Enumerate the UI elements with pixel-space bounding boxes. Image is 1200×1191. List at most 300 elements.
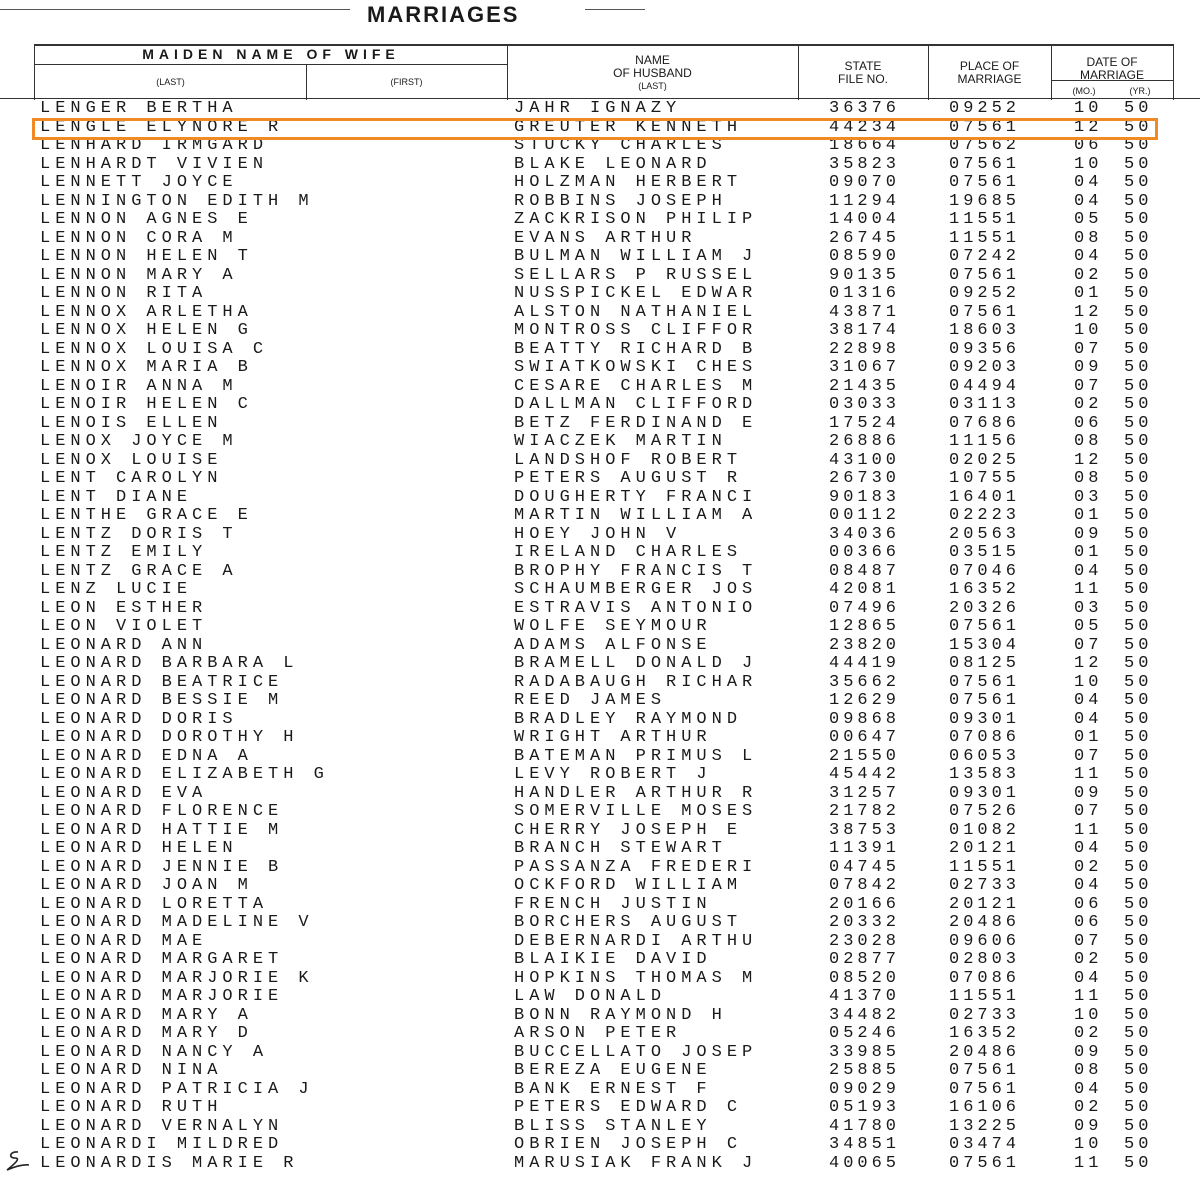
record-place: 09301 — [949, 783, 1021, 803]
record-husband: HANDLER ARTHUR R — [514, 783, 758, 803]
record-place: 09203 — [949, 358, 1021, 377]
record-place: 09252 — [949, 284, 1021, 303]
record-wife: LENNOX LOUISA C — [40, 339, 269, 359]
record-place: 07046 — [949, 561, 1021, 581]
top-rule-left — [0, 9, 350, 10]
record-husband: LEVY ROBERT J — [514, 765, 712, 784]
record-place: 13583 — [949, 765, 1021, 784]
record-wife: LEONARD PATRICIA J — [40, 1079, 314, 1099]
record-place: 07086 — [949, 968, 1021, 988]
record-place: 11551 — [949, 210, 1021, 229]
record-wife: LENTZ DORIS T — [40, 524, 238, 544]
record-husband: FRENCH JUSTIN — [514, 894, 712, 914]
record-mo: 08 — [1074, 1061, 1103, 1080]
page-title: MARRIAGES — [367, 2, 520, 27]
record-row — [0, 1081, 1200, 1100]
record-yr: 50 — [1124, 857, 1153, 877]
record-place: 07526 — [949, 802, 1021, 821]
record-row — [0, 655, 1200, 674]
record-place: 07561 — [949, 617, 1021, 636]
record-row — [0, 951, 1200, 970]
record-row — [0, 1007, 1200, 1026]
record-yr: 50 — [1124, 173, 1153, 192]
record-file: 34036 — [829, 524, 901, 544]
record-wife: LEONARD MAE — [40, 931, 208, 951]
record-row — [0, 526, 1200, 545]
record-file: 14004 — [829, 210, 901, 229]
header-place — [928, 60, 1051, 86]
record-yr: 50 — [1124, 950, 1153, 969]
record-wife: LEONARD LORETTA — [40, 894, 269, 914]
record-wife: LENNON RITA — [40, 284, 208, 303]
record-file: 43100 — [829, 450, 901, 470]
record-file: 01316 — [829, 284, 901, 303]
record-row — [0, 914, 1200, 933]
record-wife: LEONARD MADELINE V — [40, 913, 314, 932]
record-husband: SCHAUMBERGER JOS — [514, 580, 758, 599]
record-mo: 04 — [1074, 247, 1103, 266]
record-husband: ADAMS ALFONSE — [514, 635, 712, 655]
record-mo: 04 — [1074, 839, 1103, 858]
record-wife: LEONARDIS MARIE R — [40, 1153, 299, 1173]
record-mo: 10 — [1074, 1005, 1103, 1025]
record-mo: 06 — [1074, 913, 1103, 932]
record-file: 26745 — [829, 228, 901, 248]
record-husband: LANDSHOF ROBERT — [514, 450, 743, 470]
record-row — [0, 341, 1200, 360]
record-wife: LEONARD NINA — [40, 1061, 223, 1080]
record-row — [0, 933, 1200, 952]
record-wife: LENNINGTON EDITH M — [40, 191, 314, 211]
record-wife: LEONARD DOROTHY H — [40, 728, 299, 747]
record-wife: LENHARD IRMGARD — [40, 136, 269, 155]
record-wife: LENGER BERTHA — [40, 99, 238, 118]
record-place: 09356 — [949, 339, 1021, 359]
record-wife: LENTZ GRACE A — [40, 561, 238, 581]
record-husband: ALSTON NATHANIEL — [514, 302, 758, 322]
record-file: 09070 — [829, 173, 901, 192]
record-husband: BEREZA EUGENE — [514, 1061, 712, 1080]
record-file: 17524 — [829, 413, 901, 433]
record-row — [0, 600, 1200, 619]
record-row — [0, 840, 1200, 859]
record-row — [0, 785, 1200, 804]
record-row — [0, 433, 1200, 452]
record-yr: 50 — [1124, 1061, 1153, 1080]
record-yr: 50 — [1124, 728, 1153, 747]
record-husband: EVANS ARTHUR — [514, 228, 697, 248]
record-mo: 09 — [1074, 524, 1103, 544]
record-file: 21782 — [829, 802, 901, 821]
record-place: 09606 — [949, 931, 1021, 951]
record-row — [0, 1099, 1200, 1118]
record-husband: WIACZEK MARTIN — [514, 432, 727, 451]
record-wife: LENGLE ELYNORE R — [40, 117, 284, 137]
record-file: 08590 — [829, 247, 901, 266]
record-row — [0, 1062, 1200, 1081]
record-row — [0, 415, 1200, 434]
record-mo: 01 — [1074, 728, 1103, 747]
record-row — [0, 100, 1200, 119]
record-row — [0, 211, 1200, 230]
record-husband: BUCCELLATO JOSEP — [514, 1042, 758, 1062]
record-husband: DOUGHERTY FRANCI — [514, 487, 758, 507]
record-mo: 02 — [1074, 857, 1103, 877]
record-file: 41780 — [829, 1116, 901, 1136]
record-place: 07561 — [949, 672, 1021, 692]
record-place: 09301 — [949, 709, 1021, 729]
record-husband: DALLMAN CLIFFORD — [514, 395, 758, 414]
record-file: 18664 — [829, 136, 901, 155]
record-file: 09029 — [829, 1079, 901, 1099]
record-mo: 12 — [1074, 450, 1103, 470]
record-mo: 02 — [1074, 1024, 1103, 1043]
record-husband: HOEY JOHN V — [514, 524, 682, 544]
record-wife: LENNON HELEN T — [40, 247, 253, 266]
handwritten-mark-icon — [4, 1148, 30, 1174]
record-place: 10755 — [949, 469, 1021, 488]
record-mo: 01 — [1074, 543, 1103, 562]
top-rule-right — [585, 9, 645, 10]
record-row — [0, 637, 1200, 656]
record-husband: BRAMELL DONALD J — [514, 654, 758, 673]
record-file: 90135 — [829, 265, 901, 285]
record-wife: LEONARDI MILDRED — [40, 1135, 284, 1154]
highlighted-record-box — [32, 118, 1158, 140]
record-place: 16106 — [949, 1098, 1021, 1117]
record-row — [0, 877, 1200, 896]
record-place: 07561 — [949, 1061, 1021, 1080]
record-mo: 11 — [1074, 1153, 1103, 1173]
record-wife: LENNOX HELEN G — [40, 321, 253, 340]
record-mo: 09 — [1074, 1116, 1103, 1136]
record-husband: IRELAND CHARLES — [514, 543, 743, 562]
record-mo: 04 — [1074, 1079, 1103, 1099]
record-file: 31067 — [829, 358, 901, 377]
record-mo: 02 — [1074, 395, 1103, 414]
record-yr: 50 — [1124, 598, 1153, 618]
record-place: 20121 — [949, 894, 1021, 914]
record-yr: 50 — [1124, 1024, 1153, 1043]
record-husband: PETERS AUGUST R — [514, 469, 743, 488]
record-husband: STUCKY CHARLES — [514, 136, 727, 155]
record-place: 07561 — [949, 154, 1021, 174]
record-place: 03515 — [949, 543, 1021, 562]
record-mo: 10 — [1074, 99, 1103, 118]
record-row — [0, 470, 1200, 489]
record-file: 43871 — [829, 302, 901, 322]
record-file: 40065 — [829, 1153, 901, 1173]
header-date-line2: MARRIAGE — [1079, 68, 1144, 82]
record-place: 07242 — [949, 247, 1021, 266]
record-yr: 50 — [1124, 321, 1153, 340]
record-husband: MONTROSS CLIFFOR — [514, 321, 758, 340]
record-place: 07686 — [949, 413, 1021, 433]
record-wife: LENOIR HELEN C — [40, 395, 253, 414]
record-mo: 12 — [1074, 302, 1103, 322]
record-place: 07086 — [949, 728, 1021, 747]
record-yr: 50 — [1124, 1042, 1153, 1062]
record-husband: BLAIKIE DAVID — [514, 950, 712, 969]
record-husband: OCKFORD WILLIAM — [514, 876, 743, 895]
record-place: 20121 — [949, 839, 1021, 858]
record-wife: LENOX JOYCE M — [40, 432, 238, 451]
record-place: 20326 — [949, 598, 1021, 618]
record-file: 08520 — [829, 968, 901, 988]
record-mo: 09 — [1074, 783, 1103, 803]
record-wife: LENNON MARY A — [40, 265, 238, 285]
record-row — [0, 156, 1200, 175]
record-mo: 11 — [1074, 820, 1103, 840]
record-wife: LEONARD MARY A — [40, 1005, 253, 1025]
record-husband: BROPHY FRANCIS T — [514, 561, 758, 581]
record-wife: LEONARD BARBARA L — [40, 654, 299, 673]
record-yr: 50 — [1124, 376, 1153, 396]
record-wife: LEONARD RUTH — [40, 1098, 223, 1117]
record-wife: LEONARD MARGARET — [40, 950, 284, 969]
record-wife: LENNOX ARLETHA — [40, 302, 253, 322]
record-mo: 06 — [1074, 413, 1103, 433]
record-file: 09868 — [829, 709, 901, 729]
record-husband: ZACKRISON PHILIP — [514, 210, 758, 229]
record-husband: JAHR IGNAZY — [514, 99, 682, 118]
record-husband: BETZ FERDINAND E — [514, 413, 758, 433]
record-wife: LEONARD MARJORIE — [40, 987, 284, 1006]
record-mo: 03 — [1074, 487, 1103, 507]
record-place: 02025 — [949, 450, 1021, 470]
record-row — [0, 1025, 1200, 1044]
record-file: 35662 — [829, 672, 901, 692]
record-yr: 50 — [1124, 524, 1153, 544]
record-husband: CHERRY JOSEPH E — [514, 820, 743, 840]
record-wife: LEONARD ELIZABETH G — [40, 765, 329, 784]
record-yr: 50 — [1124, 820, 1153, 840]
record-yr: 50 — [1124, 154, 1153, 174]
record-wife: LENOIR ANNA M — [40, 376, 238, 396]
record-husband: MARUSIAK FRANK J — [514, 1153, 758, 1173]
record-wife: LEONARD ANN — [40, 635, 208, 655]
record-mo: 02 — [1074, 1098, 1103, 1117]
record-file: 41370 — [829, 987, 901, 1006]
record-yr: 50 — [1124, 1153, 1153, 1173]
record-mo: 06 — [1074, 136, 1103, 155]
record-wife: LEONARD MARJORIE K — [40, 968, 314, 988]
record-file: 33985 — [829, 1042, 901, 1062]
record-row — [0, 822, 1200, 841]
record-place: 16352 — [949, 580, 1021, 599]
record-yr: 50 — [1124, 210, 1153, 229]
record-husband: ROBBINS JOSEPH — [514, 191, 727, 211]
record-mo: 05 — [1074, 210, 1103, 229]
record-yr: 50 — [1124, 117, 1153, 137]
record-wife: LENT CAROLYN — [40, 469, 223, 488]
record-file: 23820 — [829, 635, 901, 655]
record-place: 11156 — [949, 432, 1021, 451]
record-yr: 50 — [1124, 913, 1153, 932]
record-mo: 06 — [1074, 894, 1103, 914]
record-row — [0, 544, 1200, 563]
header-husband — [507, 54, 798, 93]
record-yr: 50 — [1124, 617, 1153, 636]
record-husband: WOLFE SEYMOUR — [514, 617, 712, 636]
record-file: 02877 — [829, 950, 901, 969]
record-mo: 04 — [1074, 876, 1103, 895]
record-row — [0, 1136, 1200, 1155]
record-yr: 50 — [1124, 1098, 1153, 1117]
header-file — [798, 60, 928, 86]
record-yr: 50 — [1124, 432, 1153, 451]
record-list — [0, 100, 1200, 1173]
record-wife: LENOIS ELLEN — [40, 413, 223, 433]
record-row — [0, 618, 1200, 637]
record-place: 20486 — [949, 913, 1021, 932]
record-place: 11551 — [949, 857, 1021, 877]
record-yr: 50 — [1124, 1005, 1153, 1025]
record-row — [0, 378, 1200, 397]
record-husband: BULMAN WILLIAM J — [514, 247, 758, 266]
header-husband-line2: OF HUSBAND — [613, 66, 692, 80]
record-wife: LEONARD NANCY A — [40, 1042, 269, 1062]
record-place: 08125 — [949, 654, 1021, 673]
header-file-line1: STATE — [844, 59, 882, 73]
record-husband: WRIGHT ARTHUR — [514, 728, 712, 747]
record-husband: RADABAUGH RICHAR — [514, 672, 758, 692]
record-mo: 08 — [1074, 432, 1103, 451]
record-file: 38174 — [829, 321, 901, 340]
record-place: 07561 — [949, 173, 1021, 192]
record-mo: 09 — [1074, 358, 1103, 377]
record-yr: 50 — [1124, 265, 1153, 285]
record-mo: 02 — [1074, 265, 1103, 285]
record-row — [0, 507, 1200, 526]
record-row — [0, 304, 1200, 323]
record-wife: LEONARD BESSIE M — [40, 691, 284, 710]
record-yr: 50 — [1124, 228, 1153, 248]
record-row — [0, 766, 1200, 785]
record-wife: LENT DIANE — [40, 487, 193, 507]
record-row — [0, 452, 1200, 471]
record-mo: 04 — [1074, 173, 1103, 192]
record-yr: 50 — [1124, 561, 1153, 581]
record-yr: 50 — [1124, 136, 1153, 155]
record-row — [0, 748, 1200, 767]
record-file: 00366 — [829, 543, 901, 562]
record-file: 23028 — [829, 931, 901, 951]
record-place: 20563 — [949, 524, 1021, 544]
record-place: 04494 — [949, 376, 1021, 396]
record-wife: LEONARD JOAN M — [40, 876, 253, 895]
record-row — [0, 1118, 1200, 1137]
record-yr: 50 — [1124, 1135, 1153, 1154]
record-mo: 11 — [1074, 580, 1103, 599]
record-mo: 07 — [1074, 802, 1103, 821]
record-file: 07842 — [829, 876, 901, 895]
record-row — [0, 988, 1200, 1007]
record-row — [0, 174, 1200, 193]
record-place: 03113 — [949, 395, 1021, 414]
record-mo: 10 — [1074, 672, 1103, 692]
record-wife: LEONARD BEATRICE — [40, 672, 284, 692]
record-husband: BEATTY RICHARD B — [514, 339, 758, 359]
record-row — [0, 896, 1200, 915]
record-wife: LEONARD FLORENCE — [40, 802, 284, 821]
record-place: 13225 — [949, 1116, 1021, 1136]
record-wife: LENTHE GRACE E — [40, 506, 253, 525]
record-row — [0, 193, 1200, 212]
record-husband: HOPKINS THOMAS M — [514, 968, 758, 988]
record-file: 34851 — [829, 1135, 901, 1154]
record-husband: BONN RAYMOND H — [514, 1005, 727, 1025]
record-place: 01082 — [949, 820, 1021, 840]
record-file: 21550 — [829, 746, 901, 766]
record-yr: 50 — [1124, 302, 1153, 322]
record-place: 02803 — [949, 950, 1021, 969]
record-yr: 50 — [1124, 191, 1153, 211]
header-wife-first: (FIRST) — [390, 77, 423, 87]
record-husband: NUSSPICKEL EDWAR — [514, 284, 758, 303]
record-yr: 50 — [1124, 783, 1153, 803]
record-yr: 50 — [1124, 358, 1153, 377]
record-place: 18603 — [949, 321, 1021, 340]
record-yr: 50 — [1124, 580, 1153, 599]
record-yr: 50 — [1124, 765, 1153, 784]
header-date-yr: (YR.) — [1129, 86, 1151, 96]
record-file: 90183 — [829, 487, 901, 507]
record-husband: BRADLEY RAYMOND — [514, 709, 743, 729]
header-wife-last: (LAST) — [156, 77, 185, 87]
record-place: 07561 — [949, 302, 1021, 322]
record-mo: 12 — [1074, 654, 1103, 673]
record-place: 16401 — [949, 487, 1021, 507]
record-file: 05246 — [829, 1024, 901, 1043]
record-row — [0, 581, 1200, 600]
record-mo: 05 — [1074, 617, 1103, 636]
record-husband: OBRIEN JOSEPH C — [514, 1135, 743, 1154]
record-mo: 08 — [1074, 228, 1103, 248]
record-wife: LENNETT JOYCE — [40, 173, 238, 192]
record-row — [0, 859, 1200, 878]
record-file: 26886 — [829, 432, 901, 451]
record-yr: 50 — [1124, 672, 1153, 692]
record-file: 20166 — [829, 894, 901, 914]
record-husband: ESTRAVIS ANTONIO — [514, 598, 758, 618]
record-yr: 50 — [1124, 487, 1153, 507]
record-file: 22898 — [829, 339, 901, 359]
record-mo: 01 — [1074, 284, 1103, 303]
record-husband: SOMERVILLE MOSES — [514, 802, 758, 821]
record-place: 09252 — [949, 99, 1021, 118]
header-file-line2: FILE NO. — [837, 72, 888, 86]
record-file: 05193 — [829, 1098, 901, 1117]
record-place: 20486 — [949, 1042, 1021, 1062]
record-yr: 50 — [1124, 1079, 1153, 1099]
record-row — [0, 230, 1200, 249]
record-mo: 12 — [1074, 117, 1103, 137]
record-mo: 03 — [1074, 598, 1103, 618]
record-wife: LENNON CORA M — [40, 228, 238, 248]
record-mo: 04 — [1074, 709, 1103, 729]
header-place-line1: PLACE OF — [959, 59, 1020, 73]
record-row — [0, 285, 1200, 304]
record-husband: MARTIN WILLIAM A — [514, 506, 758, 525]
record-wife: LEON ESTHER — [40, 598, 208, 618]
record-place: 02733 — [949, 1005, 1021, 1025]
record-file: 31257 — [829, 783, 901, 803]
record-file: 20332 — [829, 913, 901, 932]
header-wife-group: MAIDEN NAME OF WIFE — [142, 46, 400, 62]
record-wife: LENZ LUCIE — [40, 580, 193, 599]
record-file: 44234 — [829, 117, 901, 137]
